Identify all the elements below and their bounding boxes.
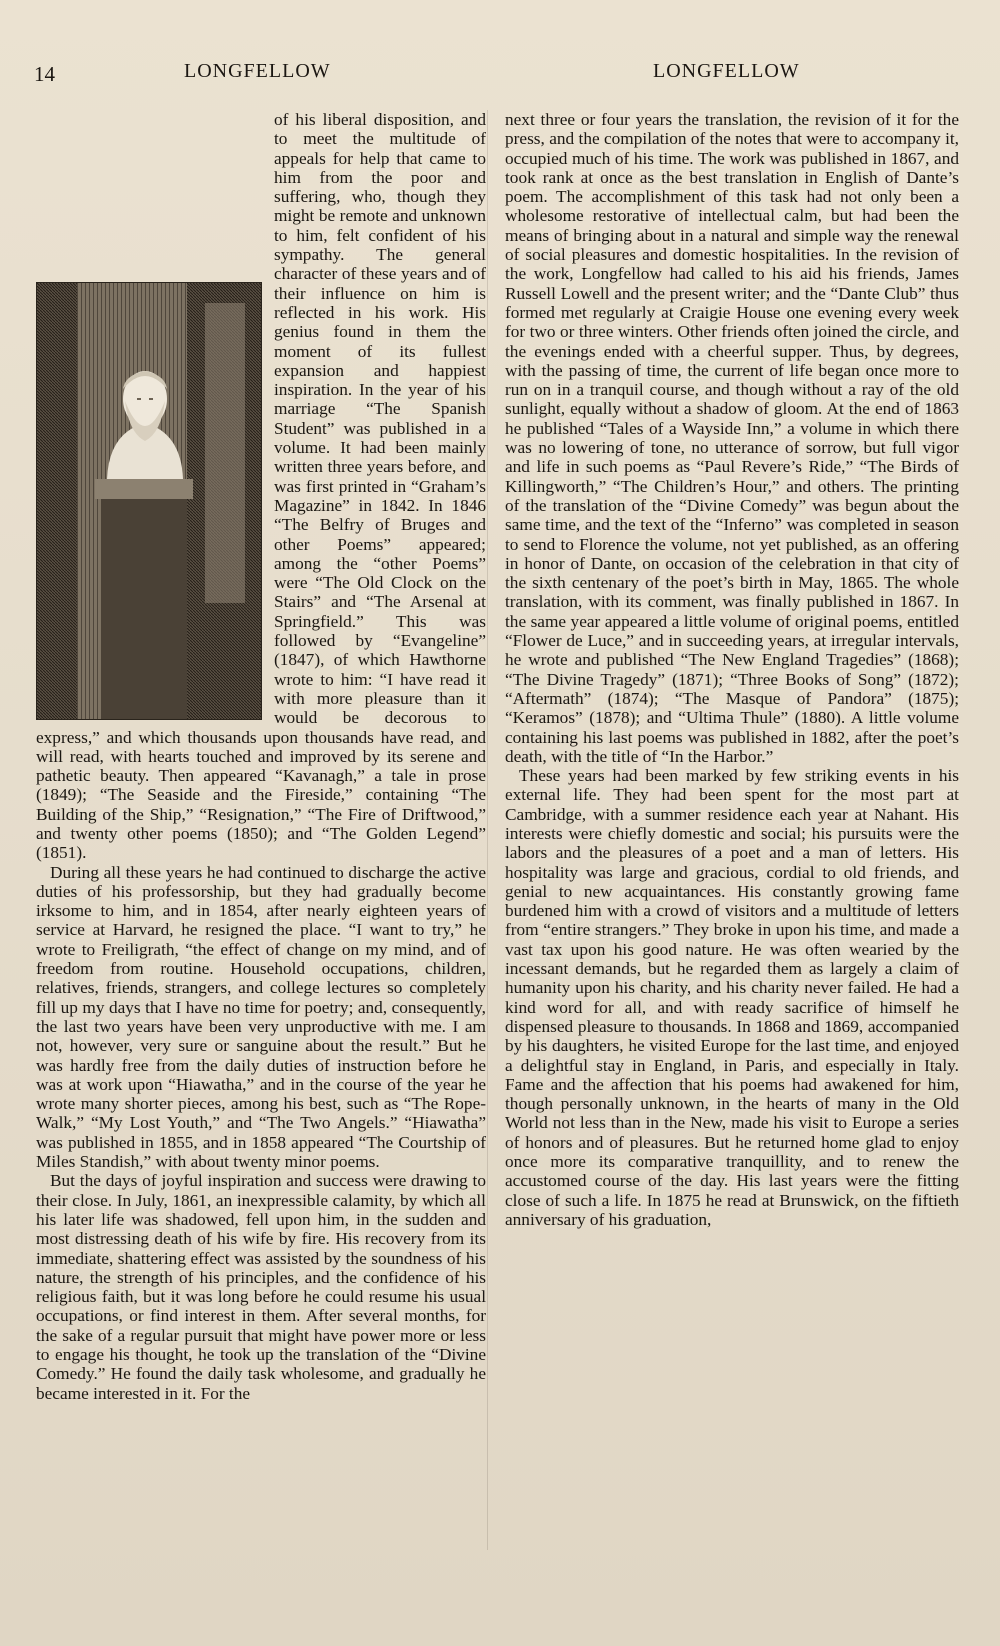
left-column: [36, 110, 486, 1403]
bust-engraving: [36, 282, 262, 720]
column-divider: [487, 110, 488, 1550]
paragraph-right-1: next three or four years the translation, the revision of it for the press, and the compilation of the notes that were to accompany it, occupied much of his time. The work was published in 1867, and took rank at once as the best translation in English of Dante’s poem. The accomplishment of this task had not only been a wholesome restorative of intellectual calm, but had been the means of bringing about in a natural and simple way the renewal of social pleasures and domestic hospitalities. In the revision of the work, Longfellow had called to his aid his friends, James Russell Lowell and the present writer; and the “Dante Club” thus formed met regularly at Craigie House one evening every week for two or three winters. Other friends often joined the circle, and the evenings ended with a cheerful supper. Thus, by degrees, with the passing of time, the current of life began once more to run on in a tranquil course, and though without a ray of the old sunlight, equally without a shadow of gloom. At the end of 1863 he published “Tales of a Wayside Inn,” a volume in which there was no lowering of tone, no utterance of sorrow, but full vigor and life in such poems as “Paul Revere’s Ride,” “The Birds of Killingworth,” “The Children’s Hour,” and others. The printing of the translation of the “Divine Comedy” was begun about the same time, and the text of the “Inferno” was completed in season to send to Florence the volume, not yet published, as an offering in honor of Dante, on occasion of the celebration in that city of the sixth centenary of the poet’s birth in May, 1865. The whole translation, with its comment, was finally published in 1867. In the same year appeared a little volume of original poems, entitled “Flower de Luce,” and in succeeding years, at irregular intervals, he wrote and published “The New England Tragedies” (1868); “The Divine Tragedy” (1871); “Three Books of Song” (1872); “Aftermath” (1874); “The Masque of Pandora” (1875); “Keramos” (1878); and “Ultima Thule” (1880). A little volume containing his last poems was published in 1882, after the poet’s death, with the title of “In the Harbor.”: [505, 110, 959, 766]
running-head-right: LONGFELLOW: [653, 60, 800, 82]
paragraph-left-3: But the days of joyful inspiration and success were drawing to their close. In July, 1861, an inexpressible calamity, by which all his later life was shadowed, fell upon him, in the sudden and most distressing death of his wife by fire. His recovery from its immediate, shattering effect was assisted by the soundness of his nature, the strength of his principles, and the confidence of his religious faith, but it was long before he could resume his usual occupations, or find interest in them. After several months, for the sake of a regular pursuit that might have power more or less to engage his thought, he took up the translation of the “Divine Comedy.” He found the daily task wholesome, and gradually he became interested in it. For the: [36, 1171, 486, 1403]
paragraph-left-2: During all these years he had continued to discharge the active duties of his professorship, but they had gradually become irksome to him, and in 1854, after nearly eighteen years of service at Harvard, he resigned the place. “I want to try,” he wrote to Freiligrath, “the effect of change on my mind, and of freedom from routine. Household occupations, children, relatives, friends, strangers, and college lectures so completely fill up my days that I have no time for poetry; and, consequently, the last two years have been very unproductive with me. I am not, however, very sure or sanguine about the result.” But he was hardly free from the daily duties of instruction before he was at work upon “Hiawatha,” and in the course of the year he wrote many shorter pieces, among his best, such as “The Rope-Walk,” “My Lost Youth,” and “The Two Angels.” “Hiawatha” was published in 1855, and in 1858 appeared “The Courtship of Miles Standish,” with about twenty minor poems.: [36, 862, 486, 1172]
page-number: 14: [34, 62, 55, 86]
paragraph-right-2: These years had been marked by few striking events in his external life. They had been spent for the most part at Cambridge, with a summer residence each year at Nahant. His interests were chiefly domestic and social; his pursuits were the labors and the pleasures of a poet and a man of letters. His hospitality was large and gracious, cordial to old friends, and genial to new acquaintances. His constantly growing fame burdened him with a crowd of visitors and a multitude of letters from “entire strangers.” They broke in upon his time, and made a vast tax upon his good nature. He was often wearied by the incessant demands, but he regarded them as largely a claim of humanity upon his charity, and his charity never failed. He had a kind word for all, and with ready sacrifice of himself he dispensed pleasure to thousands. In 1868 and 1869, accompanied by his daughters, he visited Europe for the last time, and enjoyed a delightful stay in England, in Paris, and especially in Italy. Fame and the affection that his poems had awakened for him, though personally unknown, in the hearts of many in the Old World not less than in the New, made his visit to Europe a series of honors and of pleasures. But he returned home glad to enjoy once more its comparative tranquillity, and to renew the accustomed course of the day. His last years were the fitting close of such a life. In 1875 he read at Brunswick, on the fiftieth anniversary of his graduation,: [505, 766, 959, 1229]
right-column: [505, 110, 959, 1229]
running-head-left: LONGFELLOW: [184, 60, 331, 82]
paragraph-left-1: of his liberal disposition, and to meet the multitude of appeals for help that came to him from the poor and suffering, who, though they might be remote and unknown to him, felt confident of his sympathy. The general character of these years and of their influence on him is reflected in his work. His genius found in them the moment of its fullest expansion and happiest inspiration. In the year of his marriage “The Spanish Student” was published in a volume. It had been mainly written three years before, and was first printed in “Graham’s Magazine” in 1842. In 1846 “The Belfry of Bruges and other Poems” appeared; among the “other Poems” were “The Old Clock on the Stairs” and “The Arsenal at Springfield.” This was followed by “Evangeline” (1847), of which Hawthorne wrote to him: “I have read it with more pleasure than it would be decorous to express,” and which thousands upon thousands have read, and will read, with hearts touched and improved by its serene and pathetic beauty. Then appeared “Kavanagh,” a tale in prose (1849); “The Seaside and the Fireside,” containing “The Building of the Ship,” “Resignation,” “The Fire of Driftwood,” and twenty other poems (1850); and “The Golden Legend” (1851).: [36, 110, 486, 863]
page-header: [30, 58, 970, 94]
